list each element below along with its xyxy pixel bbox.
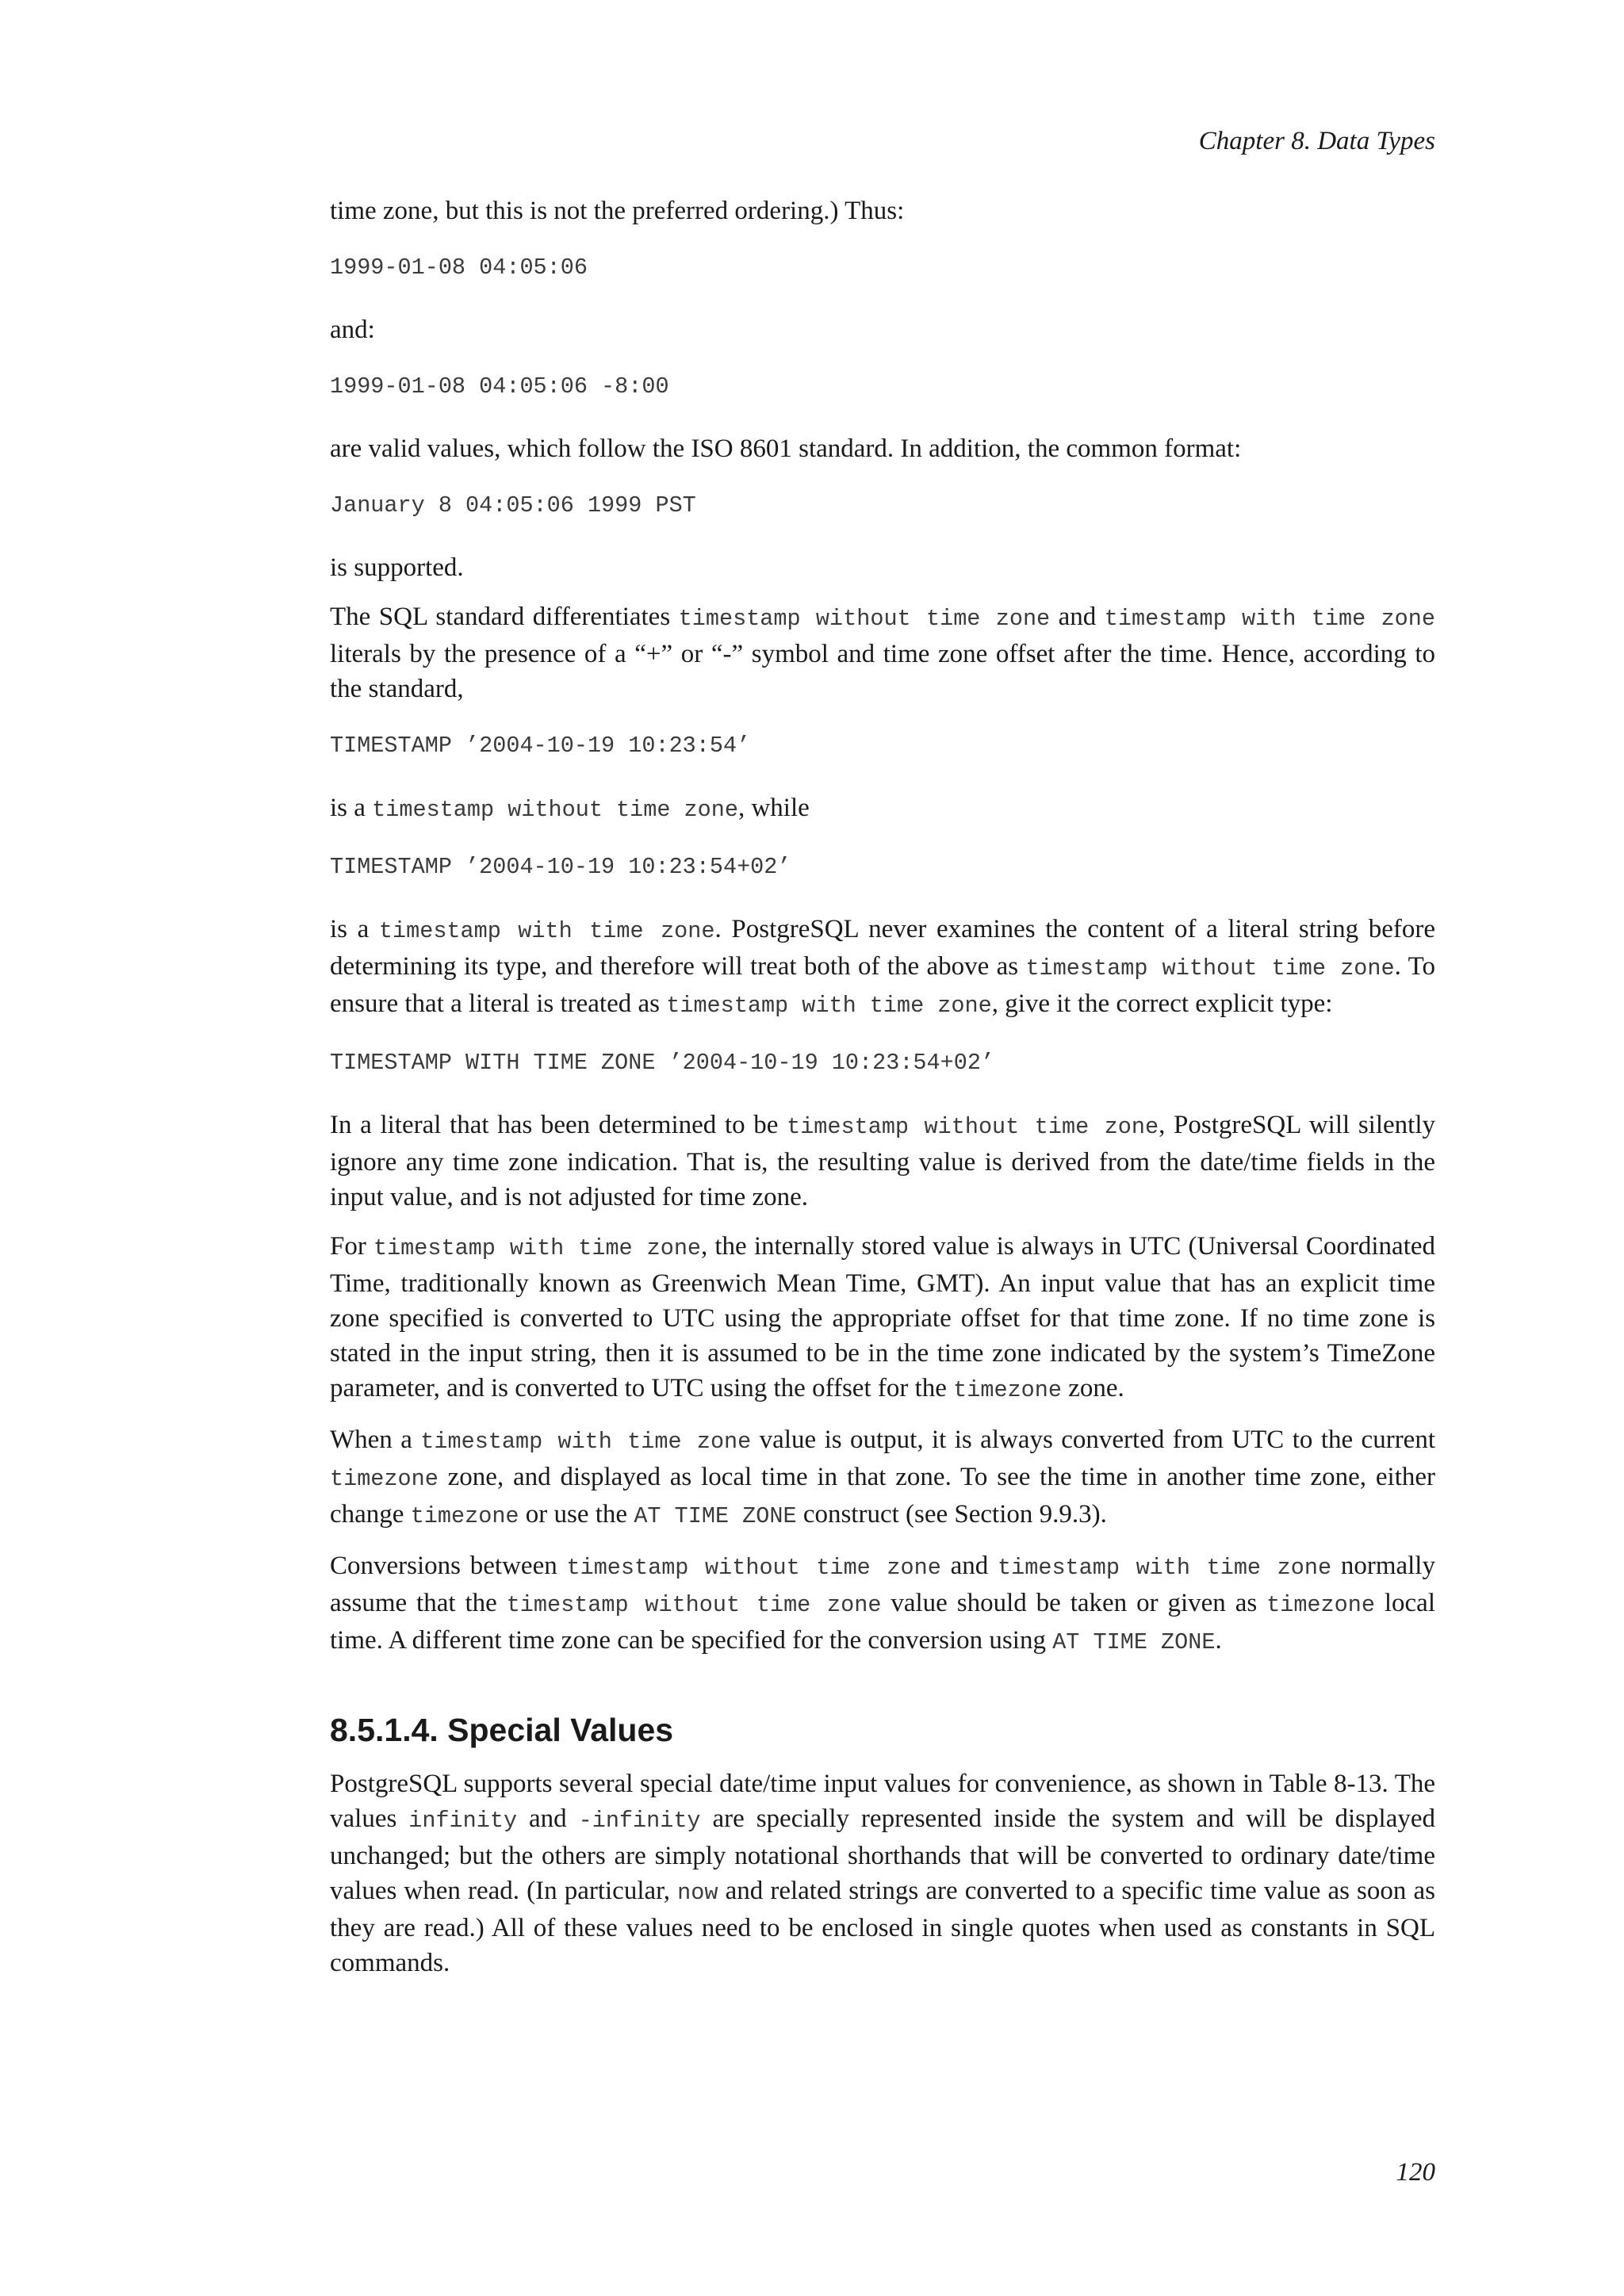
inline-code: timezone — [953, 1377, 1062, 1403]
paragraph — [330, 790, 1435, 828]
inline-code: timestamp with time zone — [998, 1555, 1332, 1581]
inline-code: now — [677, 1880, 718, 1906]
code-example: TIMESTAMP ’2004-10-19 10:23:54’ — [330, 733, 751, 759]
inline-code: infinity — [408, 1808, 518, 1834]
text: For — [330, 1232, 373, 1261]
inline-code: timestamp without time zone — [372, 797, 738, 823]
page-body — [330, 193, 1435, 1995]
text: and — [940, 1552, 998, 1580]
text: zone. — [1062, 1374, 1124, 1402]
paragraph — [330, 1766, 1435, 1980]
text: normally assume that the — [330, 1552, 1435, 1617]
text: is a — [330, 915, 379, 943]
text: literals by the presence of a “+” or “-” symbol and time zone offset after the time. Hence, according to the standard, — [330, 640, 1435, 703]
inline-code: AT TIME ZONE — [634, 1503, 797, 1529]
paragraph: are valid values, which follow the ISO 8601 standard. In addition, the common format: — [330, 434, 1242, 463]
text: construct (see Section 9.9.3). — [796, 1500, 1107, 1529]
inline-code: timezone — [1266, 1592, 1375, 1618]
text: The SQL standard differentiates — [330, 603, 679, 631]
text: Conversions between — [330, 1552, 567, 1580]
text: value is output, it is always converted from UTC to the current — [751, 1425, 1435, 1454]
text: . PostgreSQL never examines the content of a literal string before determining its type, and therefore will treat both of the above as — [330, 915, 1435, 981]
inline-code: timezone — [410, 1503, 519, 1529]
text: When a — [330, 1425, 421, 1454]
paragraph — [330, 599, 1435, 706]
inline-code: timestamp with time zone — [373, 1235, 702, 1261]
inline-code: timestamp with time zone — [378, 918, 715, 944]
text: . To ensure that a literal is treated as — [330, 952, 1435, 1018]
paragraph — [330, 1229, 1435, 1408]
text: In a literal that has been determined to be — [330, 1111, 787, 1139]
text: and — [517, 1804, 579, 1833]
inline-code: timestamp without time zone — [566, 1555, 941, 1581]
section-heading: 8.5.1.4. Special Values — [330, 1712, 674, 1748]
text: , the internally stored value is always in UTC (Universal Coordinated Time, traditionally known as Greenwich Mean Time, GMT). An input value that has an explicit time zone specified is converted to UTC using the appropriate offset for that time zone. If no time zone is stated in the input string, then it is assumed to be in the time zone indicated by the system’s TimeZone parameter, and is converted to UTC using the offset for the — [330, 1232, 1436, 1402]
paragraph — [330, 912, 1435, 1024]
text: and related strings are converted to a specific time value as soon as they are read.) All of these values need to be enclosed in single quotes when used as constants in SQL commands. — [330, 1877, 1435, 1977]
text: . — [1215, 1626, 1222, 1655]
text: , give it the correct explicit type: — [991, 989, 1333, 1018]
paragraph — [330, 1422, 1435, 1534]
code-example: TIMESTAMP ’2004-10-19 10:23:54+02’ — [330, 854, 791, 880]
text: , while — [737, 794, 810, 822]
paragraph — [330, 1108, 1435, 1215]
text: is a — [330, 794, 373, 822]
text: are specially represented inside the system and will be displayed unchanged; but the others are simply notational shorthands that will be converted to ordinary date/time values when read. (In particular, — [330, 1804, 1435, 1905]
inline-code: timestamp without time zone — [787, 1114, 1159, 1140]
paragraph — [330, 1548, 1435, 1660]
inline-code: timestamp with time zone — [1104, 606, 1435, 632]
paragraph: is supported. — [330, 553, 464, 582]
inline-code: timestamp without time zone — [1025, 955, 1395, 982]
running-header: Chapter 8. Data Types — [1198, 127, 1435, 155]
inline-code: timestamp without time zone — [506, 1592, 882, 1618]
paragraph: time zone, but this is not the preferred ordering.) Thus: — [330, 197, 905, 225]
code-example: 1999-01-08 04:05:06 -8:00 — [330, 373, 669, 400]
inline-code: timestamp without time zone — [678, 606, 1051, 632]
code-example: 1999-01-08 04:05:06 — [330, 254, 588, 281]
text: , PostgreSQL will silently ignore any time zone indication. That is, the resulting value is derived from the date/time fields in the input value, and is not adjusted for time zone. — [330, 1111, 1435, 1211]
code-example: TIMESTAMP WITH TIME ZONE ’2004-10-19 10:23:54+02’ — [330, 1050, 995, 1076]
text: or use the — [519, 1500, 634, 1529]
inline-code: timestamp with time zone — [420, 1429, 752, 1455]
text: PostgreSQL supports several special date/time input values for convenience, as shown in Table 8-13. The values — [330, 1770, 1435, 1833]
text: value should be taken or given as — [881, 1589, 1267, 1617]
text: local time. A different time zone can be specified for the conversion using — [330, 1589, 1435, 1655]
inline-code: -infinity — [578, 1808, 701, 1834]
code-example: January 8 04:05:06 1999 PST — [330, 492, 696, 519]
text: zone, and displayed as local time in that zone. To see the time in another time zone, either change — [330, 1463, 1435, 1529]
inline-code: AT TIME ZONE — [1052, 1629, 1216, 1655]
text: and — [1050, 603, 1105, 631]
paragraph: and: — [330, 316, 375, 344]
page-number: 120 — [1396, 2158, 1435, 2187]
inline-code: timestamp with time zone — [666, 993, 992, 1019]
inline-code: timezone — [330, 1466, 439, 1492]
